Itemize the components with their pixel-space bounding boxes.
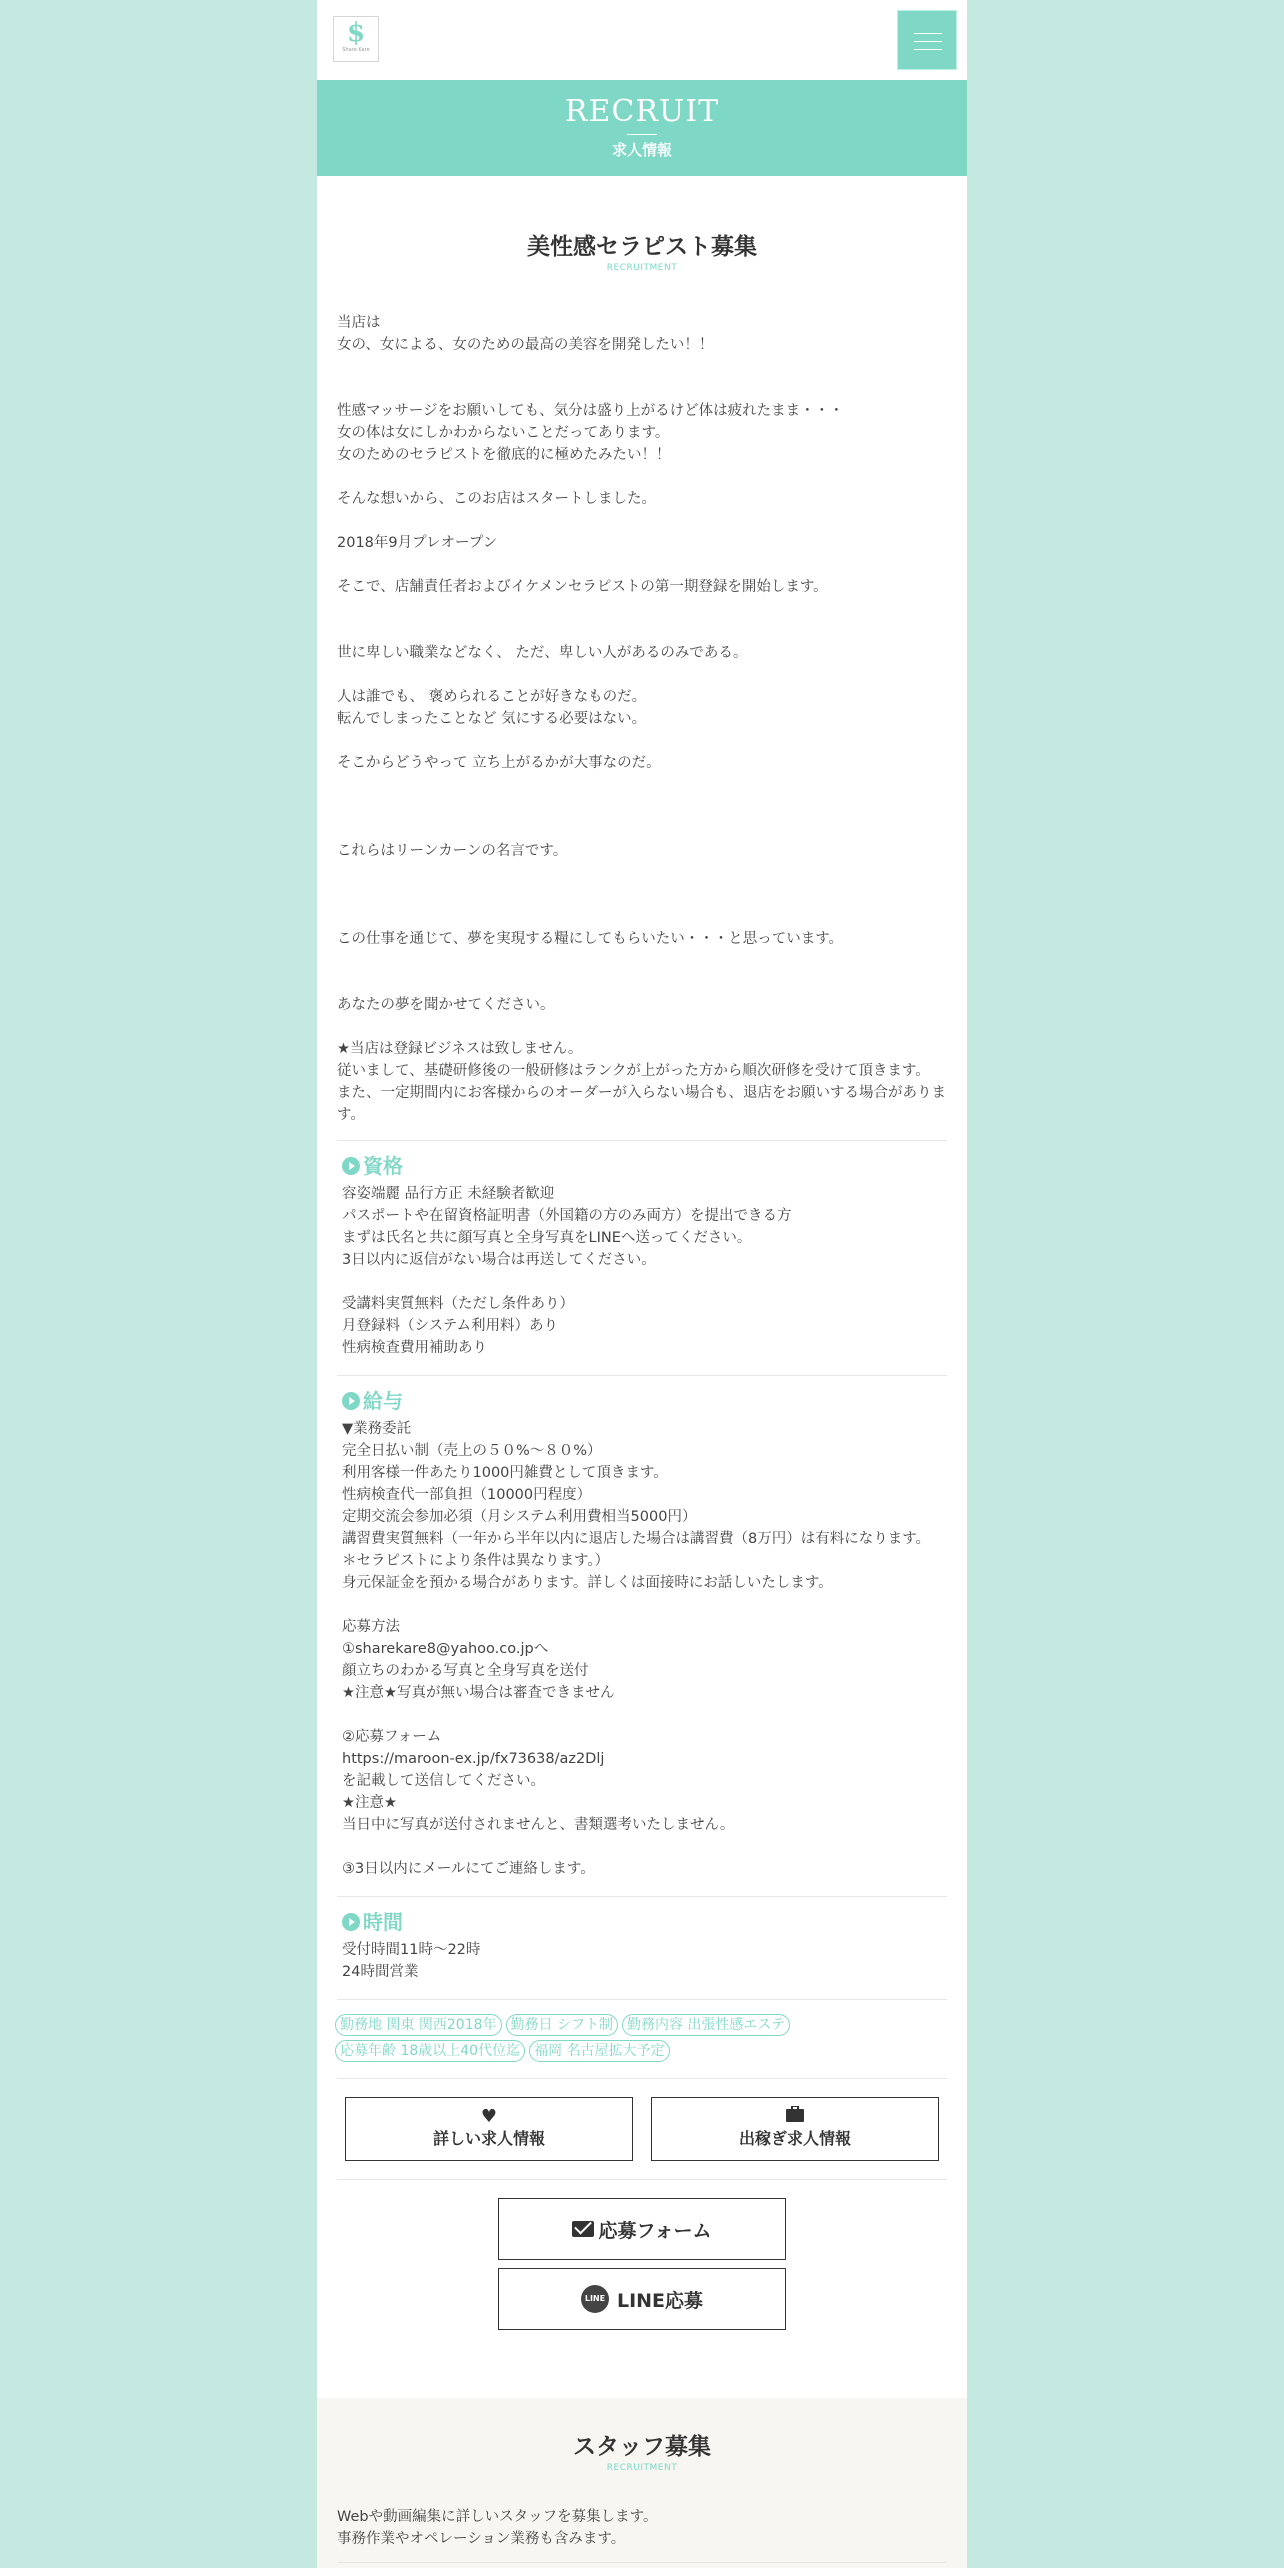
line-apply-label: LINE応募 [616, 2289, 704, 2312]
staff-title: スタッフ募集 [573, 2434, 711, 2460]
logo-icon: $ [346, 18, 366, 48]
briefcase-icon [652, 2106, 938, 2128]
intro-text: 当店は 女の、女による、女のための最高の美容を開発したい！！ 性感マッサージをお願いしても、気分は盛り上がるけど体は疲れたまま・・・ 女の体は女にしかわからないことだってあります。 女のためのセラピストを徹底的に極めたみたい！！ そんな想いから、このお店はスタートしました。 2018年9月プレオープン そこで、店舗責任者およびイケメンセラピストの第一期登録を開始します。 世に卑しい職業などなく、 ただ、卑しい人があるのみである。 人は誰でも、 褒められることが好きなものだ。 転んでしまったことなど 気にする必要はない。 そこからどうやって 立ち上がるかが大事なのだ。 これらはリーンカーンの名言です。 この仕事を通じて、夢を実現する糧にしてもらいたい・・・と思っています。 あなたの夢を聞かせてください。 ★当店は登録ビジネスは致しません。 従いまして、基礎研修後の一般研修はランクが上がった方から順次研修を受けて頂きます。 また、一定期間内にお客様からのオーダーが入らない場合も、退店をお願いする場合があります。 [337, 315, 946, 1123]
qualification-heading [342, 1153, 942, 1179]
hours-section [317, 1897, 967, 1983]
line-icon: LINE [581, 2285, 609, 2313]
menu-line-icon [914, 41, 942, 42]
divider [337, 2562, 947, 2563]
logo-text: Share Kare [342, 47, 370, 53]
top-bar [317, 0, 967, 80]
play-circle-icon [342, 1392, 360, 1410]
detail-job-button[interactable] [345, 2097, 633, 2161]
apply-buttons [317, 2180, 967, 2330]
salary-heading-label: 給与 [363, 1389, 403, 1413]
apply-form-button[interactable] [498, 2198, 786, 2260]
play-circle-icon [342, 1913, 360, 1931]
staff-subtitle: RECRUITMENT [606, 2463, 678, 2473]
page-title: RECRUIT [564, 94, 720, 129]
recruit-title: 美性感セラピスト募集 [527, 234, 757, 260]
menu-line-icon [914, 33, 942, 34]
staff-section [317, 2398, 967, 2568]
tag-list [317, 2000, 967, 2062]
hamburger-menu-button[interactable] [897, 10, 957, 70]
qualification-heading-label: 資格 [363, 1154, 403, 1178]
tag-item[interactable]: 勤務地 関東 関西2018年 [335, 2014, 502, 2036]
menu-line-icon [914, 49, 942, 50]
detail-job-label: 詳しい求人情報 [432, 2129, 545, 2148]
tag-item[interactable]: 勤務日 シフト制 [506, 2014, 618, 2036]
dekasegi-job-label: 出稼ぎ求人情報 [738, 2129, 851, 2148]
line-apply-button[interactable] [498, 2268, 786, 2330]
page-subtitle: 求人情報 [611, 141, 672, 159]
tag-item[interactable]: 勤務内容 出張性感エステ [622, 2014, 790, 2036]
qualification-body: 容姿端麗 品行方正 未経験者歓迎 パスポートや在留資格証明書（外国籍の方のみ両方）を提出できる方 まずは氏名と共に顔写真と全身写真をLINEへ送ってください。 3日以内に返信がない場合は再送してください。 受講料実質無料（ただし条件あり） 月登録料（システム利用料）あり 性病検査費用補助あり [342, 1186, 792, 1356]
tag-item[interactable]: 福岡 名古屋拡大予定 [529, 2040, 669, 2062]
tag-item[interactable]: 応募年齢 18歳以上40代位迄 [335, 2040, 525, 2062]
title-divider [627, 134, 657, 135]
hours-heading [342, 1909, 942, 1935]
salary-heading [342, 1388, 942, 1414]
apply-form-label: 応募フォーム [598, 2219, 712, 2242]
job-info-buttons [317, 2079, 967, 2161]
staff-section-title [317, 2432, 967, 2474]
play-circle-icon [342, 1157, 360, 1175]
hours-heading-label: 時間 [363, 1910, 403, 1934]
staff-description: Webや動画編集に詳しいスタッフを募集します。 事務作業やオペレーション業務も含みます。 [337, 2509, 658, 2547]
logo[interactable] [333, 16, 379, 62]
page [317, 0, 967, 2568]
recruit-intro [317, 312, 967, 1126]
dekasegi-job-button[interactable] [651, 2097, 939, 2161]
salary-body: ▼業務委託 完全日払い制（売上の５０%～８０%） 利用客様一件あたり1000円雑費として頂きます。 性病検査代一部負担（10000円程度） 定期交流会参加必須（月システム利用費相当5000円） 講習費実質無料（一年から半年以内に退店した場合は講習費（8万円）は有料になります。＊セラピストにより条件は異なります。） 身元保証金を預かる場合があります。詳しくは面接時にお話しいたします。 応募方法 ①sharekare8@yahoo.co.jpへ 顔立ちのわかる写真と全身写真を送付 ★注意★写真が無い場合は審査できません ②応募フォーム https://maroon-ex.jp/fx73638/az2Dlj を記載して送信してください。 ★注意★ 当日中に写真が送付されませんと、書類選考いたしません。 ③3日以内にメールにてご連絡します。 [342, 1421, 931, 1877]
heart-icon: ♥ [480, 2106, 498, 2127]
salary-section [317, 1376, 967, 1880]
recruit-section-title [317, 232, 967, 274]
page-hero [317, 80, 967, 176]
hours-body: 受付時間11時～22時 24時間営業 [342, 1942, 481, 1980]
qualification-section [317, 1141, 967, 1359]
recruit-subtitle: RECRUITMENT [606, 263, 678, 273]
envelope-icon [572, 2221, 594, 2237]
